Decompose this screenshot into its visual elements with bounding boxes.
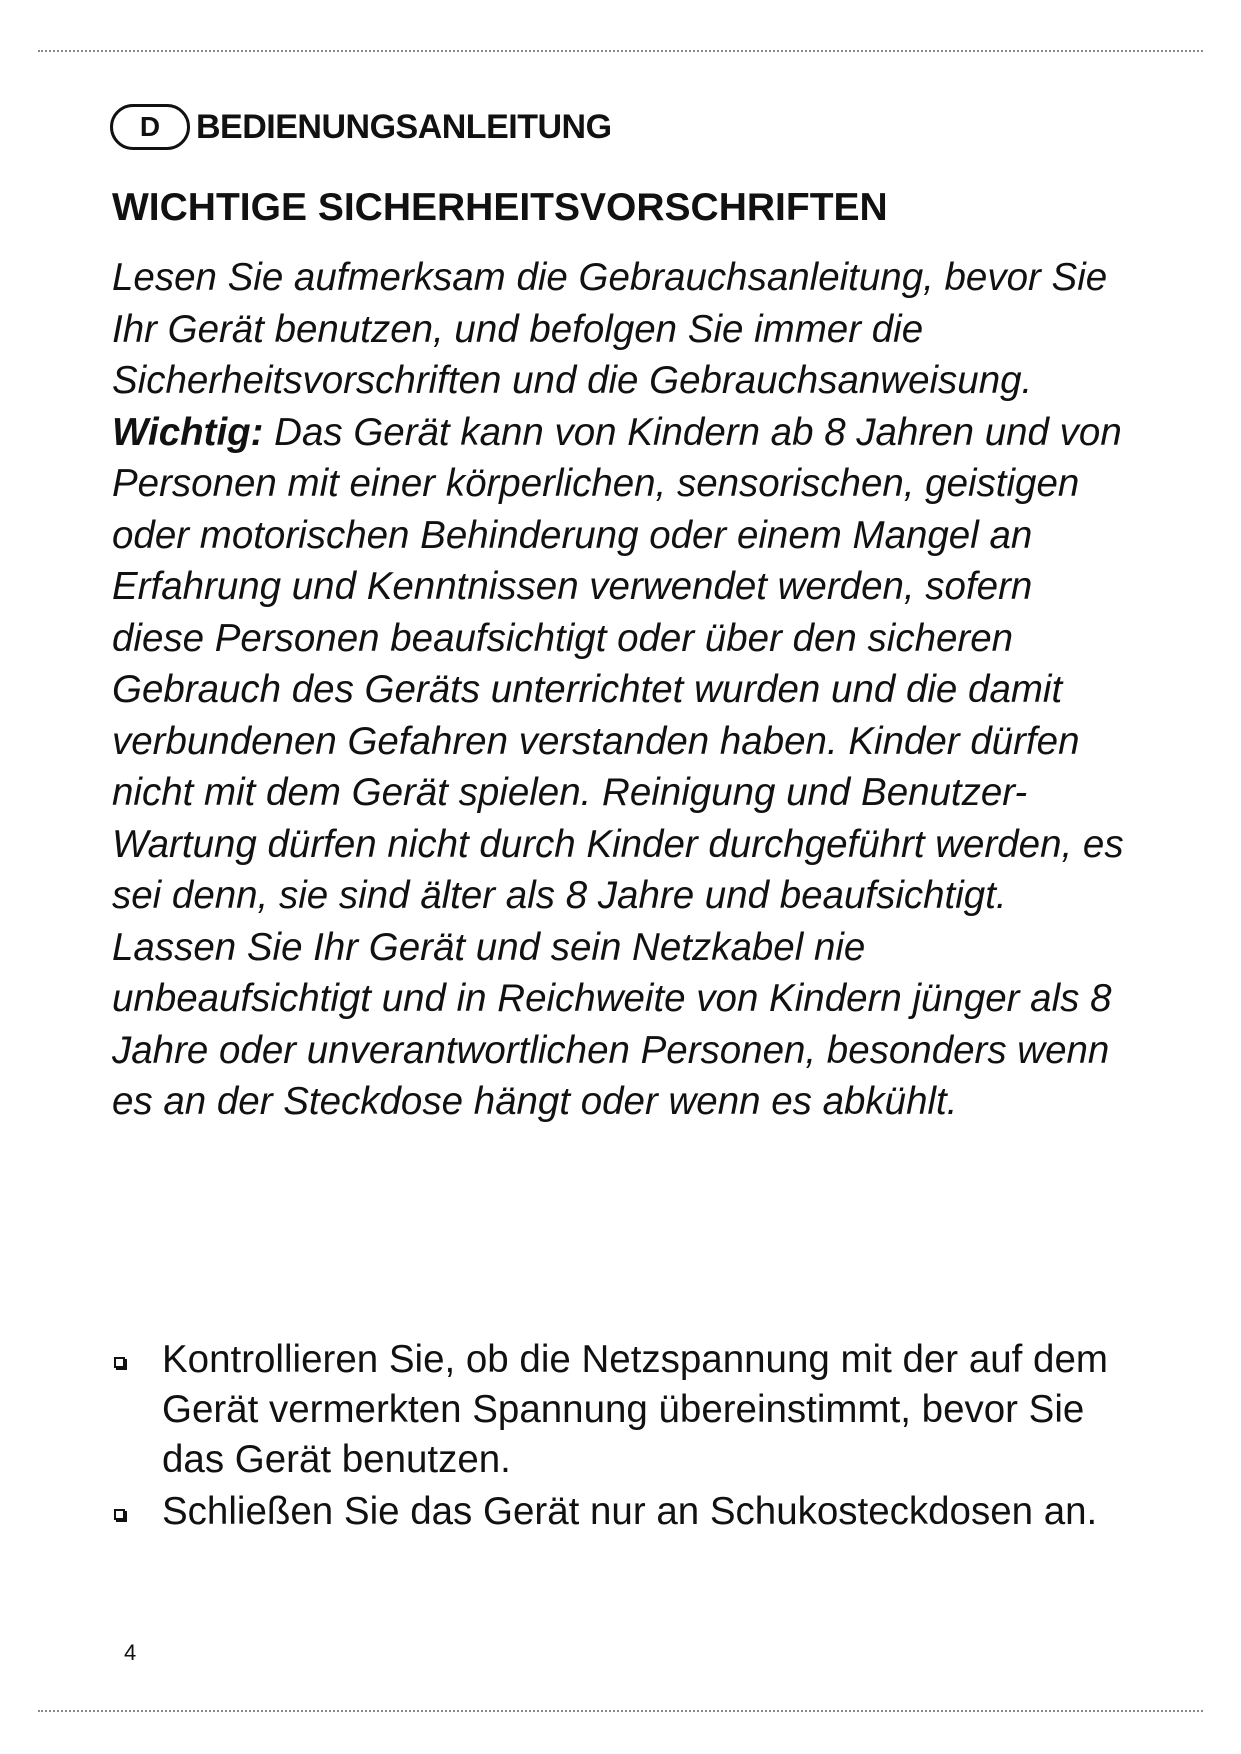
bullet-text: Schließen Sie das Gerät nur an Schukosteckdosen an. (162, 1490, 1098, 1533)
important-label: Wichtig: (112, 410, 264, 454)
safety-body (112, 252, 1132, 1128)
top-dotted-rule (38, 50, 1203, 52)
important-paragraph (112, 407, 1132, 1128)
language-badge: D (110, 104, 190, 150)
manual-header (110, 104, 612, 150)
list-item (112, 1335, 1152, 1485)
checkbox-bullet-icon (114, 1509, 125, 1520)
safety-bullet-list (112, 1335, 1152, 1539)
section-title: WICHTIGE SICHERHEITSVORSCHRIFTEN (112, 186, 888, 229)
important-text: Das Gerät kann von Kindern ab 8 Jahren und von Personen mit einer körperlichen, sensorischen, geistigen oder motorischen Behinderung oder einem Mangel an Erfahrung und Kenntnissen verwendet werden, sofern diese Personen beaufsichtigt oder über den sicheren Gebrauch des Geräts unterrichtet wurden und die damit verbundenen Gefahren verstanden haben. Kinder dürfen nicht mit dem Gerät spielen. Reinigung und Benutzer-Wartung dürfen nicht durch Kinder durchgeführt werden, es sei denn, sie sind älter als 8 Jahre und beaufsichtigt. Lassen Sie Ihr Gerät und sein Netzkabel nie unbeaufsichtigt und in Reichweite von Kindern jünger als 8 Jahre oder unverantwortlichen Personen, besonders wenn es an der Steckdose hängt oder wenn es abkühlt. (112, 410, 1124, 1123)
page-number: 4 (124, 1640, 137, 1665)
bottom-dotted-rule (38, 1710, 1203, 1712)
checkbox-bullet-icon (114, 1357, 125, 1368)
manual-title: BEDIENUNGSANLEITUNG (196, 107, 612, 146)
list-item (112, 1487, 1152, 1537)
bullet-text: Kontrollieren Sie, ob die Netzspannung mit der auf dem Gerät vermerkten Spannung übereinstimmt, bevor Sie das Gerät benutzen. (162, 1338, 1108, 1481)
intro-paragraph: Lesen Sie aufmerksam die Gebrauchsanleitung, bevor Sie Ihr Gerät benutzen, und befolgen Sie immer die Sicherheitsvorschriften und die Gebrauchsanweisung. (112, 256, 1108, 402)
